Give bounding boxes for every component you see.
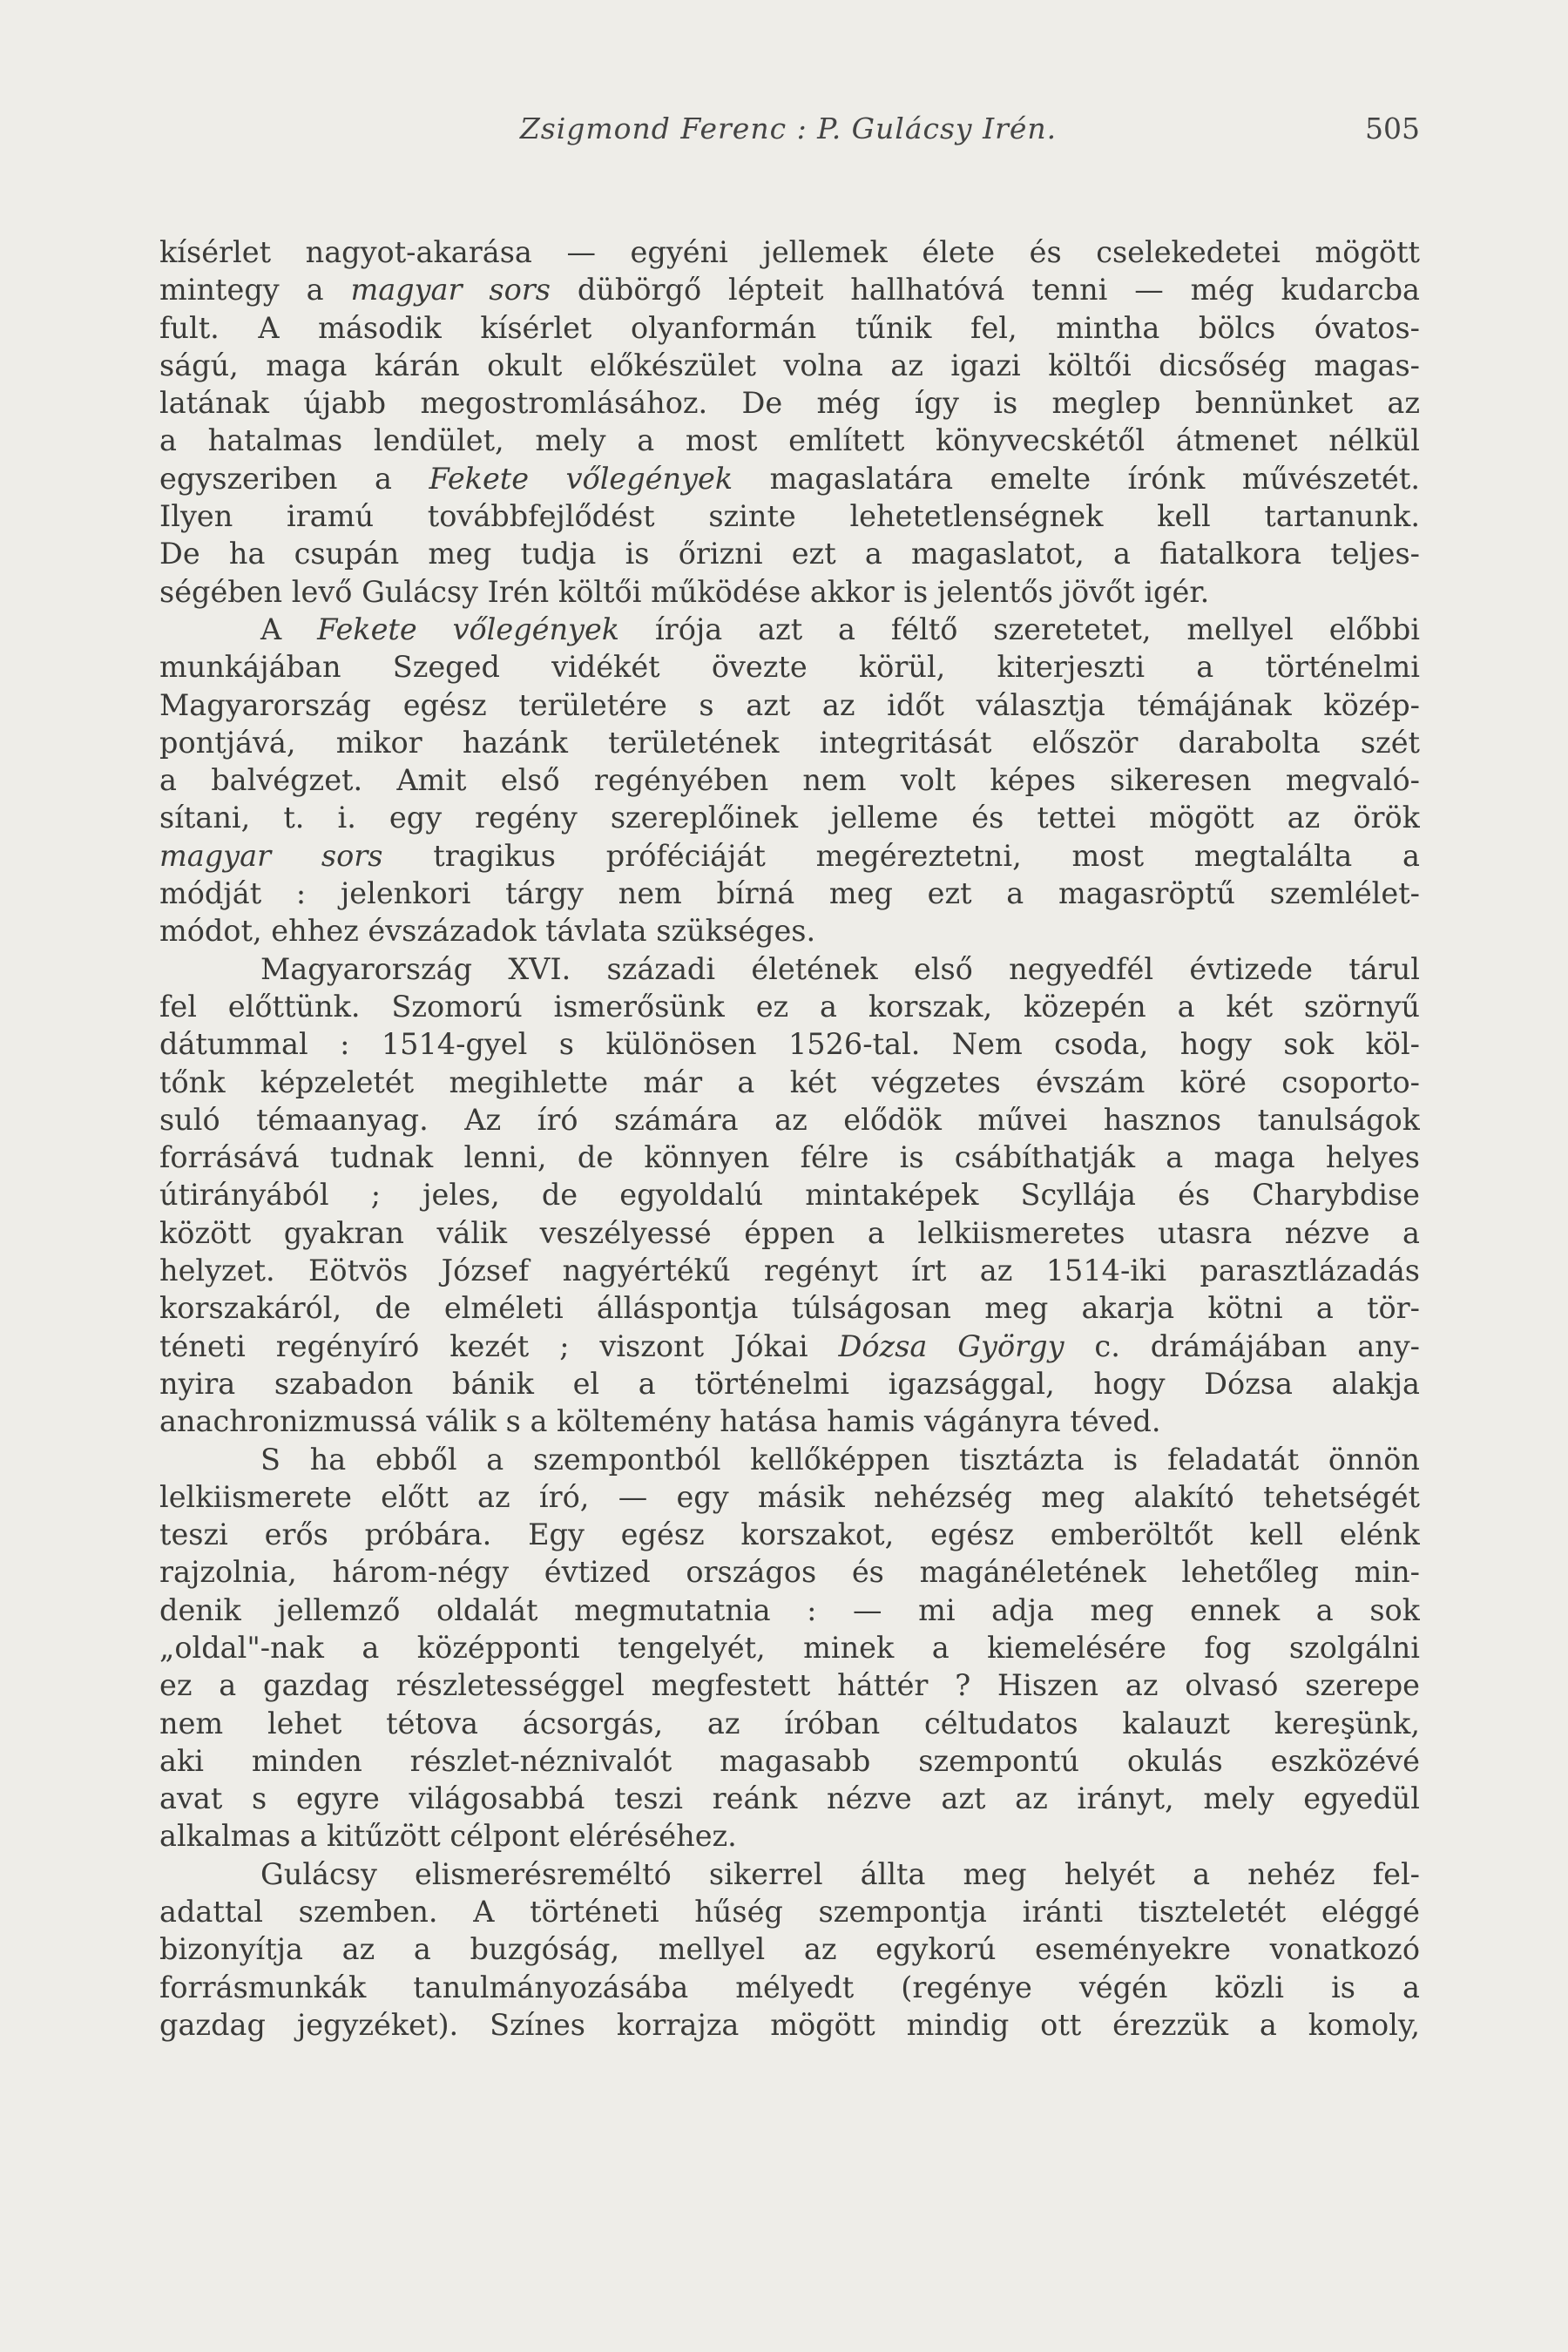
page-header [157, 112, 1420, 155]
text-line: helyzet. Eötvös József nagyértékű regényt írt az 1514-iki parasztlázadás [159, 1254, 1420, 1288]
text-line: aki minden részlet-néznivalót magasabb szempontú okulás eszközévé [159, 1743, 1420, 1778]
text-line: adattal szemben. A történeti hűség szempontja iránti tiszteletét eléggé [159, 1895, 1420, 1930]
text-line: denik jellemző oldalát megmutatnia : — mi adja meg ennek a sok [159, 1592, 1420, 1627]
text-line: gazdag jegyzéket). Színes korrajza mögött mindig ott érezzük a komoly, [159, 2007, 1420, 2042]
text-line: tőnk képzeletét megihlette már a két végzetes évszám köré csoporto- [159, 1064, 1420, 1099]
text-line: a balvégzet. Amit első regényében nem volt képes sikeresen megvaló- [159, 763, 1420, 798]
text-line: Ilyen iramú továbbfejlődést szinte lehetetlenségnek kell tartanunk. [159, 499, 1420, 534]
text-line: rajzolnia, három-négy évtized országos és magánéletének lehetőleg min- [159, 1555, 1420, 1590]
text-line: Magyarország egész területére s azt az időt választja témájának közép- [159, 687, 1420, 722]
text-line: forrásmunkák tanulmányozásába mélyedt (regénye végén közli is a [159, 1970, 1420, 2004]
text-line: magyar sors tragikus próféciáját megéreztetni, most megtalálta a [159, 838, 1420, 873]
text-line: anachronizmussá válik s a költemény hatása hamis vágányra téved. [159, 1404, 1161, 1439]
running-head: Zsigmond Ferenc : P. Gulácsy Irén. [519, 112, 1058, 145]
text-line: fult. A második kísérlet olyanformán tűnik fel, mintha bölcs óvatos- [159, 310, 1420, 345]
text-line: munkájában Szeged vidékét övezte körül, kiterjeszti a történelmi [159, 650, 1420, 685]
text-line: lelkiismerete előtt az író, — egy másik nehézség meg alakító tehetségét [159, 1479, 1420, 1514]
text-line: S ha ebből a szempontból kellőképpen tisztázta is feladatát önnön [260, 1442, 1420, 1477]
text-line: útirányából ; jeles, de egyoldalú mintaképek Scyllája és Charybdise [159, 1178, 1420, 1213]
text-line: módot, ehhez évszázadok távlata szükséges. [159, 914, 816, 949]
text-line: fel előttünk. Szomorú ismerősünk ez a korszak, közepén a két szörnyű [159, 989, 1420, 1024]
text-line: De ha csupán meg tudja is őrizni ezt a magaslatot, a fiatalkora teljes- [159, 537, 1420, 571]
text-line: mintegy a magyar sors dübörgő lépteit hallhatóvá tenni — még kudarcba [159, 273, 1420, 308]
text-line: kísérlet nagyot-akarása — egyéni jellemek élete és cselekedetei mögött [159, 235, 1420, 269]
text-line: alkalmas a kitűzött célpont eléréséhez. [159, 1819, 737, 1854]
body-text [159, 233, 1420, 2044]
text-line: Gulácsy elismerésreméltó sikerrel állta meg helyét a nehéz fel- [260, 1856, 1420, 1891]
text-line: nyira szabadon bánik el a történelmi igazsággal, hogy Dózsa alakja [159, 1366, 1420, 1401]
text-line: egyszeriben a Fekete vőlegények magaslatára emelte írónk művészetét. [159, 461, 1420, 496]
text-line: ségében levő Gulácsy Irén költői működése akkor is jelentős jövőt igér. [159, 574, 1210, 609]
text-line: forrásává tudnak lenni, de könnyen félre is csábíthatják a maga helyes [159, 1140, 1420, 1175]
text-line: nem lehet tétova ácsorgás, az íróban céltudatos kalauzt kereşünk, [159, 1706, 1420, 1740]
text-line: ságú, maga kárán okult előkészület volna az igazi költői dicsőség magas- [159, 348, 1420, 382]
text-line: dátummal : 1514-gyel s különösen 1526-tal. Nem csoda, hogy sok köl- [159, 1027, 1420, 1062]
text-line: „oldal"-nak a középponti tengelyét, minek a kiemelésére fog szolgálni [159, 1630, 1420, 1665]
text-line: avat s egyre világosabbá teszi reánk nézve azt az irányt, mely egyedül [159, 1781, 1420, 1816]
text-line: suló témaanyag. Az író számára az elődök művei hasznos tanulságok [159, 1102, 1420, 1137]
text-line: téneti regényíró kezét ; viszont Jókai Dózsa György c. drámájában any- [159, 1328, 1420, 1363]
text-line: között gyakran válik veszélyessé éppen a lelkiismeretes utasra nézve a [159, 1215, 1420, 1250]
text-line: latának újabb megostromlásához. De még így is meglep bennünket az [159, 386, 1420, 421]
text-line: sítani, t. i. egy regény szereplőinek jelleme és tettei mögött az örök [159, 801, 1420, 835]
text-line: teszi erős próbára. Egy egész korszakot, egész emberöltőt kell elénk [159, 1517, 1420, 1552]
text-line: módját : jelenkori tárgy nem bírná meg ezt a magasröptű szemlélet- [159, 876, 1420, 911]
text-line: pontjává, mikor hazánk területének integritását először darabolta szét [159, 725, 1420, 760]
page-number: 505 [1365, 112, 1420, 145]
text-line: A Fekete vőlegények írója azt a féltő szeretetet, mellyel előbbi [260, 612, 1420, 646]
text-line: korszakáról, de elméleti álláspontja túlságosan meg akarja kötni a tör- [159, 1291, 1420, 1326]
text-line: Magyarország XVI. századi életének első negyedfél évtizede tárul [260, 951, 1420, 986]
text-line: a hatalmas lendület, mely a most említett könyvecskétől átmenet nélkül [159, 423, 1420, 458]
text-line: ez a gazdag részletességgel megfestett háttér ? Hiszen az olvasó szerepe [159, 1668, 1420, 1703]
text-line: bizonyítja az a buzgóság, mellyel az egykorú eseményekre vonatkozó [159, 1932, 1420, 1967]
